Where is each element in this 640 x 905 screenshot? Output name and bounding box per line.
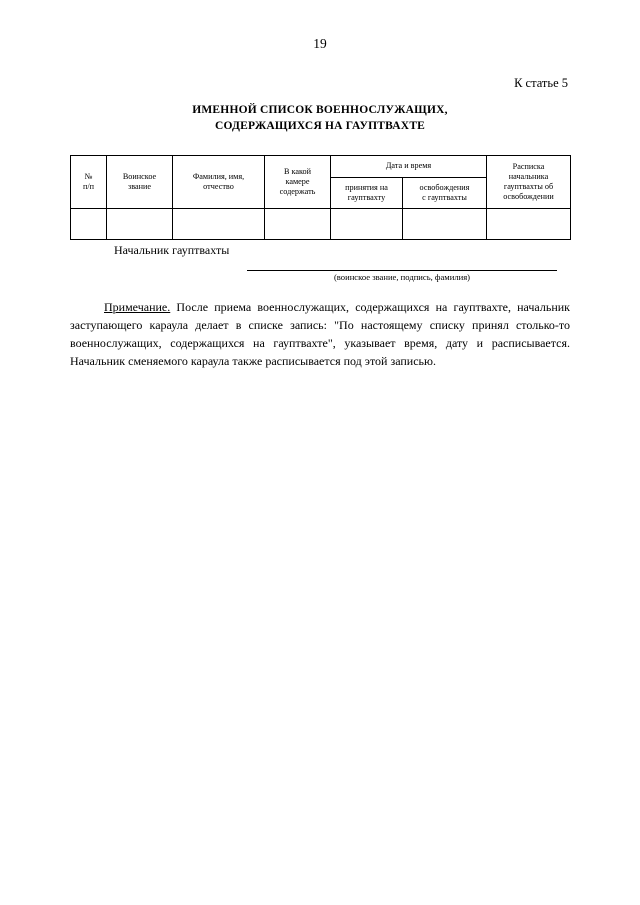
header-receipt-line1: Расписка: [512, 161, 545, 171]
note-text: После приема военнослужащих, содержащихся на гауптвахте, начальник заступающего караула делает в списке запись: "По настоящему списку принял столько-то военнослужащих, содержащихся на гауптвахте", указывает время, дату и расписывается. Начальник сменяемого караула также расписывается под этой записью.: [70, 300, 570, 368]
note-paragraph: [70, 298, 570, 370]
header-release-line2: с гауптвахты: [422, 193, 467, 202]
cell-release[interactable]: [403, 209, 487, 240]
header-cell-fullname: [173, 156, 265, 209]
page-title-line2: СОДЕРЖАЩИХСЯ НА ГАУПТВАХТЕ: [214, 119, 426, 132]
header-cell-rank: [107, 156, 173, 209]
page-title: [0, 103, 640, 134]
header-cell-line3: содержать: [279, 187, 316, 197]
header-cell-release: [403, 178, 487, 209]
cell-receipt[interactable]: [487, 209, 571, 240]
header-receipt-line2: начальника: [508, 171, 549, 181]
header-number-line1: №: [84, 171, 93, 181]
page-title-line1: ИМЕННОЙ СПИСОК ВОЕННОСЛУЖАЩИХ,: [192, 104, 448, 116]
table-row: [71, 209, 571, 240]
header-rank-line1: Воинское: [122, 171, 157, 181]
header-rank-line2: звание: [127, 182, 152, 191]
signature-line: [247, 270, 557, 271]
header-number-line2: п/п: [82, 182, 95, 191]
prisoner-list-table: [70, 155, 571, 240]
page-number: 19: [313, 36, 327, 51]
header-receipt-line3: гауптвахты об: [503, 182, 554, 191]
header-cell-line2: камере: [285, 176, 310, 186]
header-cell-admission: [331, 178, 403, 209]
signature-caption: (воинское звание, подпись, фамилия): [333, 272, 471, 282]
header-cell-which-cell: [265, 156, 331, 209]
header-admission-line2: гауптвахту: [347, 193, 386, 202]
header-name-line1: Фамилия, имя,: [192, 171, 245, 181]
cell-fullname[interactable]: [173, 209, 265, 240]
header-admission-line1: принятия на: [345, 182, 388, 192]
header-cell-number: [71, 156, 107, 209]
cell-number[interactable]: [71, 209, 107, 240]
note-label: Примечание.: [104, 300, 171, 314]
header-release-line1: освобождения: [419, 182, 470, 192]
header-cell-line1: В какой: [283, 166, 312, 176]
header-receipt-line4: освобождении: [503, 192, 554, 202]
article-reference: К статье 5: [514, 76, 568, 90]
form-table-wrapper: [70, 155, 570, 240]
header-name-line2: отчество: [203, 182, 234, 191]
signature-label: Начальник гауптвахты: [114, 243, 230, 257]
header-cell-receipt: [487, 156, 571, 209]
table-header-row-1: [71, 156, 571, 178]
cell-which-cell[interactable]: [265, 209, 331, 240]
header-cell-datetime-group: Дата и время: [331, 156, 487, 178]
cell-rank[interactable]: [107, 209, 173, 240]
cell-admission[interactable]: [331, 209, 403, 240]
